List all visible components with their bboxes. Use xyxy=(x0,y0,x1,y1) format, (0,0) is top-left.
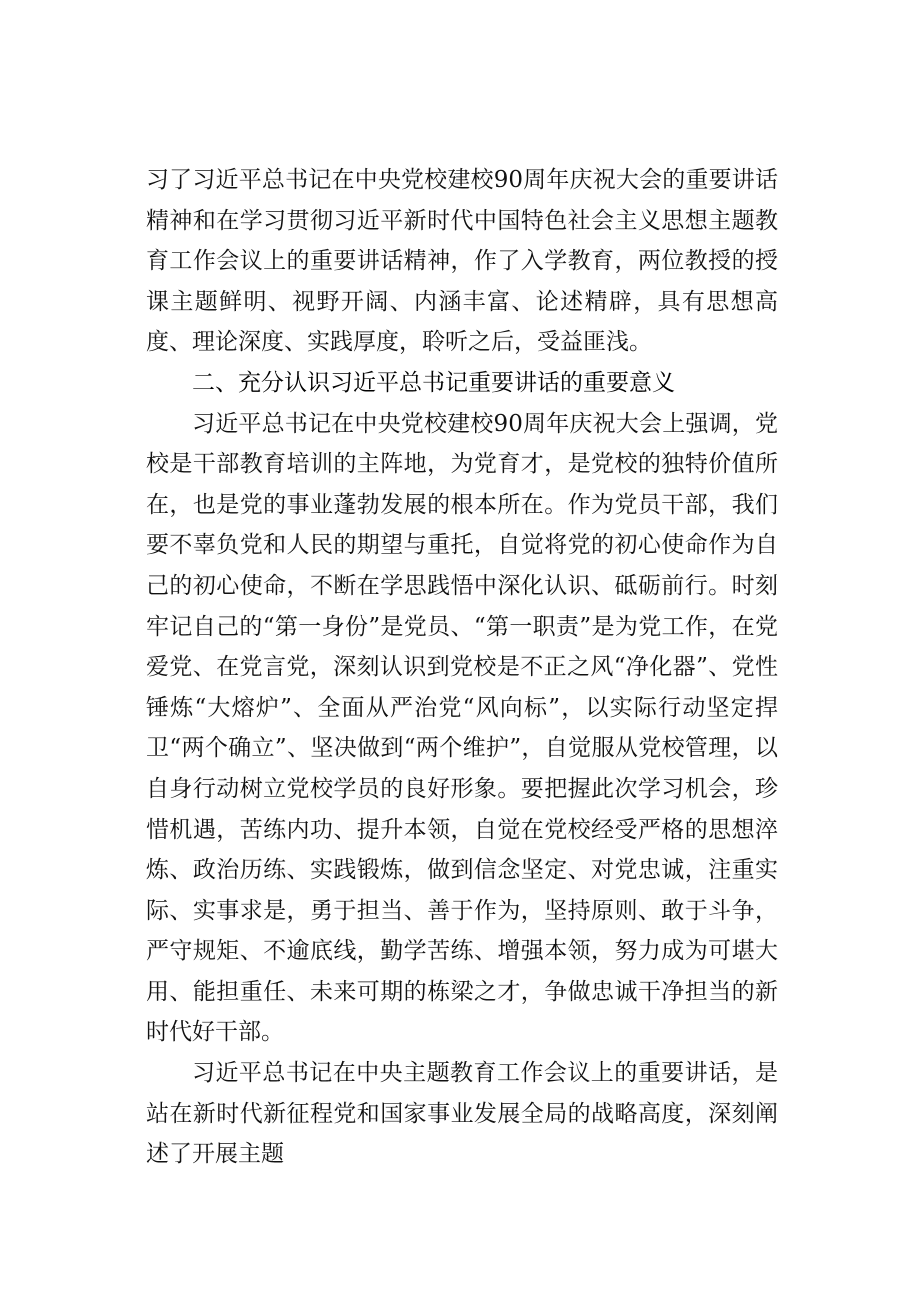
document-body xyxy=(146,160,778,1175)
paragraph-continuation: 习了习近平总书记在中央党校建校90周年庆祝大会的重要讲话精神和在学习贯彻习近平新时代中国特色社会主义思想主题教育工作会议上的重要讲话精神，作了入学教育，两位教授的授课主题鲜明、视野开阔、内涵丰富、论述精辟，具有思想高度、理论深度、实践厚度，聆听之后，受益匪浅。 xyxy=(146,167,778,356)
paragraph-section-2-first: 习近平总书记在中央党校建校90周年庆祝大会上强调，党校是干部教育培训的主阵地，为党育才，是党校的独特价值所在，也是党的事业蓬勃发展的根本所在。作为党员干部，我们要不辜负党和人民的期望与重托，自觉将党的初心使命作为自己的初心使命，不断在学思践悟中深化认识、砥砺前行。时刻牢记自己的“第一身份”是党员、“第一职责”是为党工作，在党爱党、在党言党，深刻认识到党校是不正之风“净化器”、党性锤炼“大熔炉”、全面从严治党“风向标”，以实际行动坚定捍卫“两个确立”、坚决做到“两个维护”，自觉服从党校管理，以自身行动树立党校学员的良好形象。要把握此次学习机会，珍惜机遇，苦练内功、提升本领，自觉在党校经受严格的思想淬炼、政治历练、实践锻炼，做到信念坚定、对党忠诚，注重实际、实事求是，勇于担当、善于作为，坚持原则、敢于斗争，严守规矩、不逾底线，勤学苦练、增强本领，努力成为可堪大用、能担重任、未来可期的栋梁之才，争做忠诚干净担当的新时代好干部。 xyxy=(146,410,778,1046)
section-heading-2: 二、充分认识习近平总书记重要讲话的重要意义 xyxy=(192,369,675,396)
paragraph-section-2-second: 习近平总书记在中央主题教育工作会议上的重要讲话，是站在新时代新征程党和国家事业发展全局的战略高度，深刻阐述了开展主题 xyxy=(146,1060,778,1168)
